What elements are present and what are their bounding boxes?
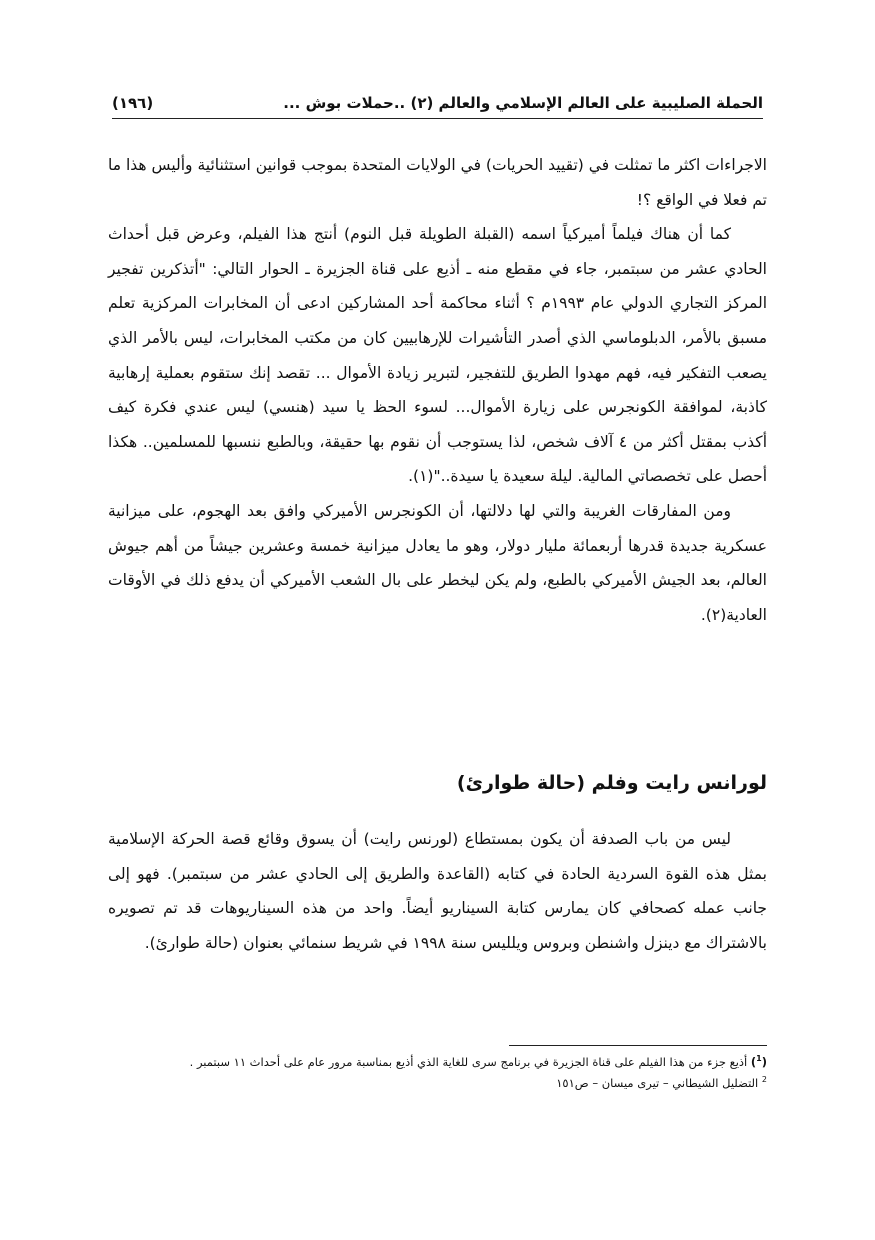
paragraph: الاجراءات اكثر ما تمثلت في (تقييد الحريات) في الولايات المتحدة بموجب قوانين استثنائية وأليس هذا ما تم فعلا في الواقع ؟! bbox=[108, 156, 767, 209]
footnote-divider bbox=[509, 1045, 767, 1046]
footnotes bbox=[108, 1052, 767, 1094]
section-heading: لورانس رايت وفلم (حالة طوارئ) bbox=[456, 772, 767, 794]
paragraph: ومن المفارقات الغريبة والتي لها دلالتها، أن الكونجرس الأميركي وافق بعد الهجوم، على ميزانية عسكرية جديدة قدرها أربعمائة مليار دولار، وهو ما يعادل ميزانية خمسة وعشرين جيشاً من أهم جيوش العالم، بعد الجيش الأميركي بالطبع، ولم يكن ليخطر على بال الشعب الأميركي أن يدفع ذلك في الأوقات العادية(٢). bbox=[108, 501, 767, 624]
page-header bbox=[112, 88, 763, 119]
paragraph: ليس من باب الصدفة أن يكون بمستطاع (لورنس رايت) أن يسوق وقائع قصة الحركة الإسلامية بمثل هذه القوة السردية الحادة في كتابه (القاعدة والطريق إلى الحادي عشر من سبتمبر). فهو إلى جانب عمله كصحافي كان يمارس كتابة السيناريو أيضاً. واحد من هذه السيناريوهات قد تم تصويره بالاشتراك مع دينزل واشنطن وبروس ويلليس سنة ١٩٩٨ في شريط سنمائي بعنوان (حالة طوارئ). bbox=[108, 830, 767, 952]
footnote-mark: 1 bbox=[756, 1054, 762, 1064]
footnote-mark: 2 bbox=[761, 1075, 767, 1085]
paragraph: كما أن هناك فيلماً أميركياً اسمه (القبلة الطويلة قبل النوم) أنتج هذا الفيلم، وعرض قبل أحداث الحادي عشر من سبتمبر، جاء في مقطع منه ـ أذيع على قناة الجزيرة ـ الحوار التالي: "أتذكرين تفجير المركز التجاري الدولي عام ١٩٩٣م ؟ أثناء محاكمة أحد المشاركين ادعى أن المخابرات المركزية تعلم مسبق بالأمر، الدبلوماسي الذي أصدر التأشيرات للإرهابيين كان من مكتب المخابرات، ليس بالأمر الذي يصعب التفكير فيه، فهم مهدوا الطريق للتفجير، لتبرير زيادة الأموال ... تقصد إنك ستقوم بعملية إرهابية كاذبة، لموافقة الكونجرس على زيارة الأموال... لسوء الحظ يا سيد (هنسي) ليس عندي فكرة كيف أكذب بمقتل أكثر من ٤ آلاف شخص، لذا يستوجب أن نقوم بها حقيقة، وبالطبع ننسبها للمسلمين.. هكذا أحصل على تخصصاتي المالية. ليلة سعيدة يا سيدة.."(١). bbox=[108, 225, 768, 486]
footnote-1 bbox=[108, 1052, 767, 1073]
running-title: الحملة الصليبية على العالم الإسلامي والعالم (٢) ..حملات بوش ... bbox=[283, 94, 763, 112]
footnote-mark-open: ( bbox=[761, 1055, 767, 1069]
footnote-mark-close: ) bbox=[750, 1055, 757, 1069]
footnote-text: التضليل الشيطاني – تيرى ميسان – ص١٥١ bbox=[556, 1076, 759, 1090]
section-text bbox=[108, 822, 767, 960]
main-text bbox=[108, 148, 767, 632]
footnote-text: أذيع جزء من هذا الفيلم على قناة الجزيرة في برنامج سرى للغاية الذي أذيع بمناسبة مرور عام على أحداث ١١ سبتمبر . bbox=[189, 1055, 748, 1069]
page-number: (١٩٦) bbox=[112, 94, 154, 112]
footnote-2 bbox=[108, 1073, 767, 1094]
